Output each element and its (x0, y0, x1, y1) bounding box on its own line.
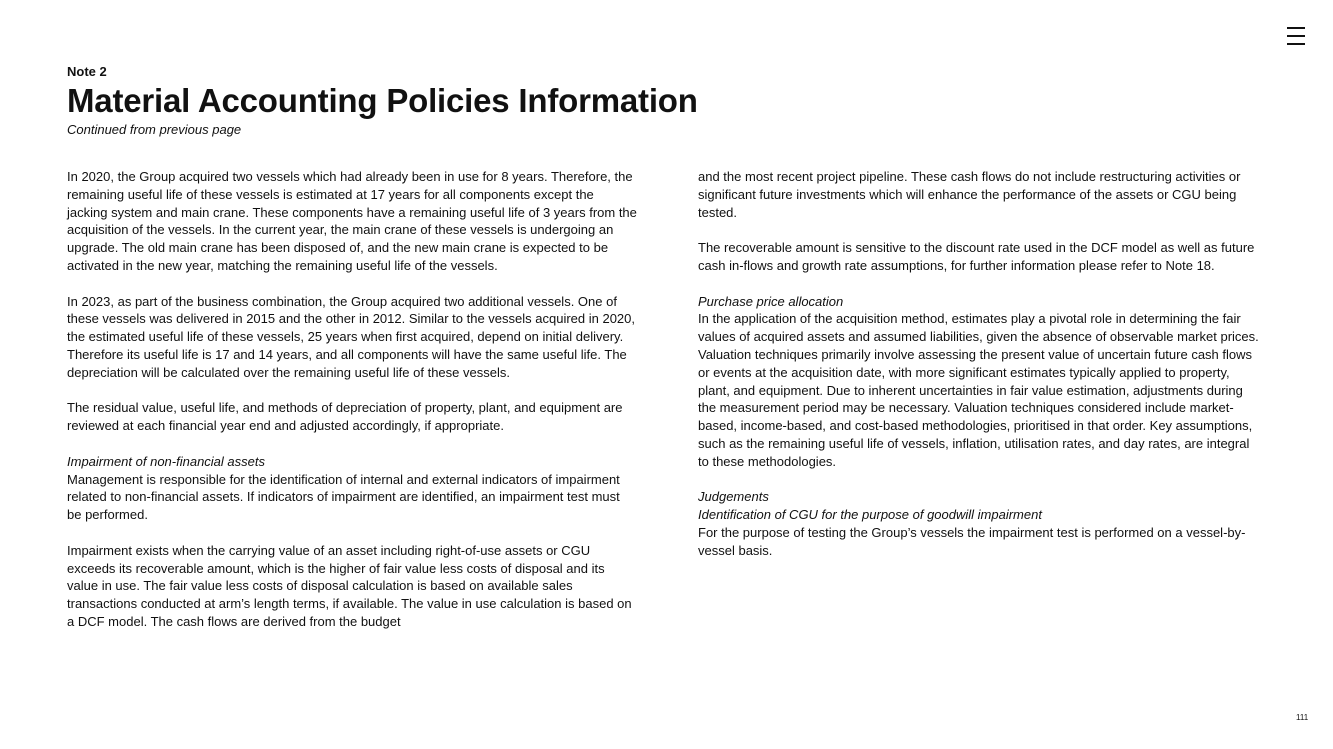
impairment-exists-paragraph: Impairment exists when the carrying value of an asset including right-of-use assets or CGU exceeds its recoverable amount, which is the higher of fair value less costs of disposal and its value in use. The fair value less costs of disposal calculation is based on available sales transactions conducted at arm’s length terms, if available. The value in use calculation is based on a DCF model. The cash flows are derived from the budget (67, 542, 632, 629)
page-header (67, 64, 698, 138)
judgements-heading: Judgements (698, 489, 769, 505)
purchase-price-allocation-section (698, 293, 1263, 471)
impairment-heading: Impairment of non-financial assets (67, 453, 265, 469)
menu-line (1287, 35, 1305, 37)
menu-line (1287, 43, 1305, 45)
useful-life-paragraph-2020: In 2020, the Group acquired two vessels which had already been in use for 8 years. Therefore, the remaining useful life of these vessels is estimated at 17 years for all components except the jacking system and main crane. These components have a remaining useful life of 3 years from the acquisition of the vessels. In the current year, the main crane of these vessels is undergoing an upgrade. The old main crane has been disposed of, and the new main crane is expected to be activated in the new year, matching the remaining useful life of the vessels. (67, 169, 637, 273)
cgu-heading: Identification of CGU for the purpose of goodwill impairment (698, 507, 1042, 523)
page-number: 111 (1296, 713, 1309, 722)
purchase-price-allocation-paragraph: In the application of the acquisition method, estimates play a pivotal role in determining the fair values of acquired assets and assumed liabilities, given the absence of observable market prices. Valuation techniques primarily involve assessing the present value of uncertain future cash flows or events at the acquisition date, with more significant estimates typically applied to property, plant, and equipment. Due to inherent uncertainties in fair value estimation, adjustments during the measurement period may be necessary. Valuation techniques considered include market-based, income-based, and cost-based methodologies, prioritised in that order. Key assumptions, such as the remaining useful life of vessels, inflation, utilisation rates, and day rates, are integral to these methodologies. (698, 311, 1259, 469)
judgements-section (698, 488, 1263, 559)
purchase-price-allocation-heading: Purchase price allocation (698, 293, 844, 309)
recoverable-amount-paragraph: The recoverable amount is sensitive to the discount rate used in the DCF model as well as future cash in-flows and growth rate assumptions, for further information please refer to Note 18. (698, 240, 1255, 273)
cgu-paragraph: For the purpose of testing the Group’s vessels the impairment test is performed on a vessel-by-vessel basis. (698, 524, 1246, 558)
right-column (698, 168, 1263, 577)
cash-flows-paragraph: and the most recent project pipeline. These cash flows do not include restructuring activities or significant future investments which will enhance the performance of the assets or CGU being tested. (698, 169, 1241, 220)
left-column (67, 168, 637, 649)
impairment-section (67, 453, 637, 524)
page-subtitle: Continued from previous page (67, 122, 242, 137)
residual-value-paragraph: The residual value, useful life, and methods of depreciation of property, plant, and equipment are reviewed at each financial year end and adjusted accordingly, if appropriate. (67, 400, 623, 434)
impairment-indicators-paragraph: Management is responsible for the identification of internal and external indicators of impairment related to non-financial assets. If indicators of impairment are identified, an impairment test must be performed. (67, 471, 620, 523)
hamburger-menu-icon[interactable] (1287, 27, 1305, 45)
menu-line (1287, 27, 1305, 29)
note-label: Note 2 (67, 64, 107, 79)
useful-life-paragraph-2023: In 2023, as part of the business combination, the Group acquired two additional vessels. One of these vessels was delivered in 2015 and the other in 2012. Similar to the vessels acquired in 2020, the estimated useful life of these vessels, 25 years when first acquired, depend on initial delivery. Therefore its useful life is 17 and 14 years, and all components will have the same useful life. The depreciation will be calculated over the remaining useful life of these vessels. (67, 293, 636, 380)
page-title: Material Accounting Policies Information (67, 82, 698, 119)
